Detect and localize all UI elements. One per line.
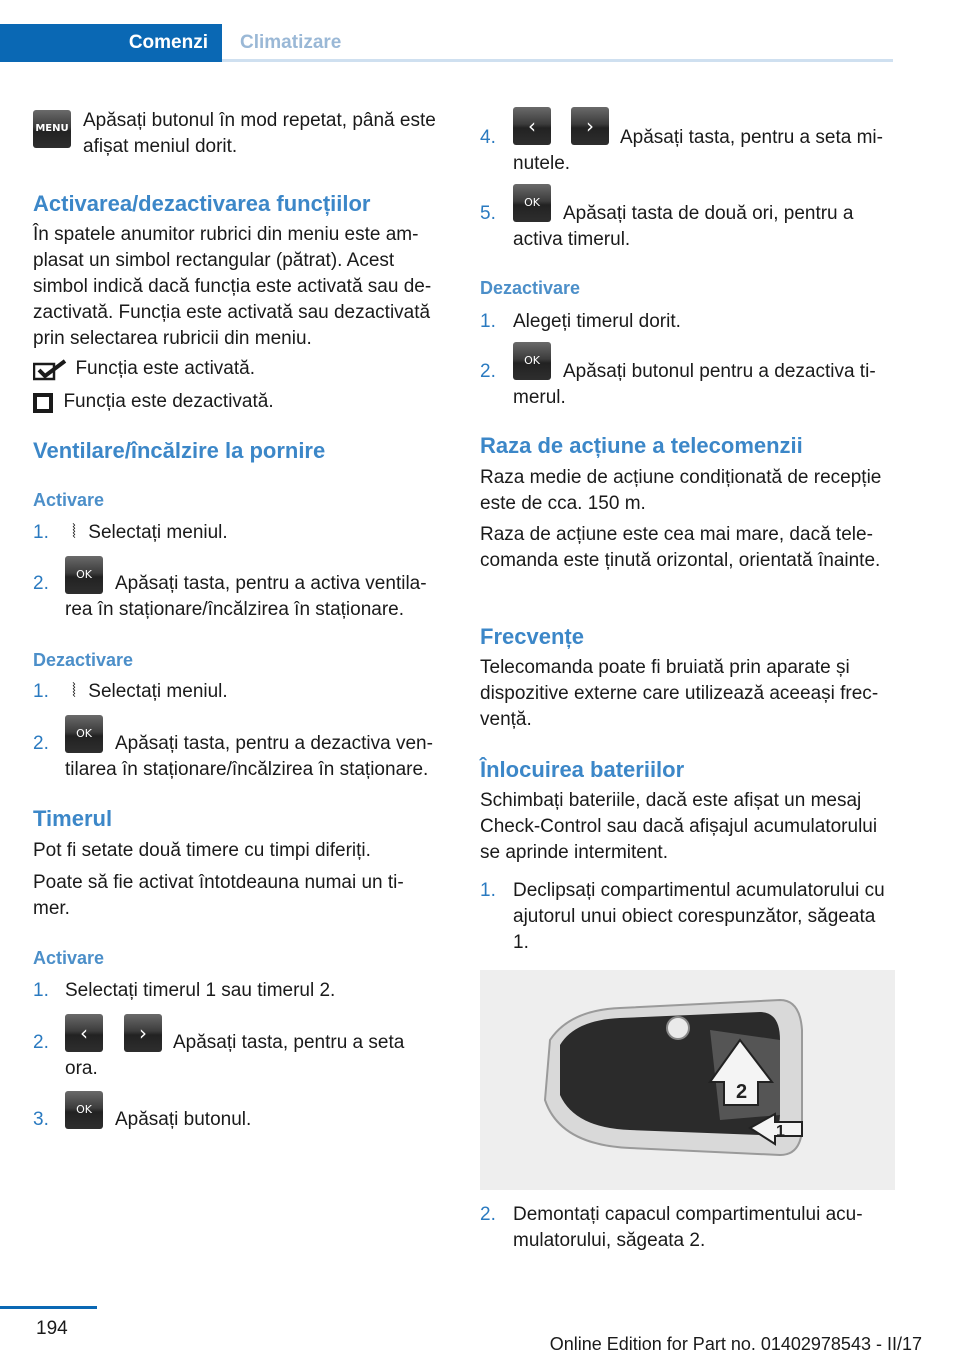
batteries-paragraph: Schimbați bateriile, dacă este afișat un mesaj Check-Control sau dacă afișajul acumulatorului se aprinde intermitent. bbox=[480, 790, 878, 863]
arrow-right-key-icon: › bbox=[571, 107, 609, 145]
list-number: 2. bbox=[33, 1032, 49, 1053]
list-item bbox=[65, 679, 445, 705]
tab-comenzi[interactable]: Comenzi bbox=[0, 24, 222, 62]
list-item-text: Apăsați tasta, pentru a seta minutele. bbox=[513, 127, 883, 174]
arrow-right-key-icon: › bbox=[124, 1014, 162, 1052]
list-number: 4. bbox=[480, 127, 496, 148]
section-title-activation: Activarea/dezactivarea funcțiilor bbox=[33, 191, 371, 216]
intro-text: Apăsați butonul în mod repetat, până este afișat meniul dorit. bbox=[83, 110, 436, 157]
page-number: 194 bbox=[36, 1318, 68, 1339]
arrow-left-key-icon: ‹ bbox=[513, 107, 551, 145]
tab-divider bbox=[222, 59, 893, 62]
legend-off-text: Funcția este dezactivată. bbox=[63, 391, 274, 412]
key-fob-illustration bbox=[480, 970, 895, 1190]
key-fob-drawing bbox=[480, 970, 895, 1190]
list-number: 1. bbox=[33, 681, 49, 702]
ok-key-icon: OK bbox=[65, 556, 103, 594]
range-paragraph-2: Raza de acțiune este cea mai mare, dacă telecomanda este ținută orizontal, orientată înainte. bbox=[480, 524, 881, 571]
ok-key-icon: OK bbox=[65, 715, 103, 753]
ok-key-icon: OK bbox=[513, 184, 551, 222]
menu-key-icon: MENU bbox=[33, 110, 71, 148]
timer-paragraph-1: Pot fi setate două timere cu timpi diferiți. bbox=[33, 840, 371, 861]
range-paragraph-1: Raza medie de acțiune condiționată de recepție este de cca. 150 m. bbox=[480, 467, 882, 514]
list-item bbox=[65, 520, 445, 546]
list-item-text: Apăsați butonul pentru a dezactiva timerul. bbox=[513, 361, 876, 408]
subheading-timer-activation: Activare bbox=[33, 948, 105, 968]
section-title-range: Raza de acțiune a telecomenzii bbox=[480, 433, 803, 458]
list-item-text: Selectați meniul. bbox=[88, 522, 228, 543]
arrow-1-label: 1 bbox=[776, 1123, 785, 1140]
list-number: 1. bbox=[33, 522, 49, 543]
section-title-frequencies: Frecvențe bbox=[480, 624, 584, 649]
list-number: 3. bbox=[33, 1109, 49, 1130]
header-tabs bbox=[0, 24, 893, 62]
list-item-text: Selectați meniul. bbox=[88, 681, 228, 702]
checkbox-empty-icon bbox=[33, 393, 53, 413]
list-item-text: Apăsați butonul. bbox=[115, 1109, 252, 1130]
ok-key-icon: OK bbox=[65, 1091, 103, 1129]
list-item-text: Apăsați tasta de două ori, pentru a activa timerul. bbox=[513, 203, 854, 250]
list-item-text: Demontați capacul compartimentului acumulatorului, săgeata 2. bbox=[513, 1204, 863, 1251]
subheading-timer-deactivation: Dezactivare bbox=[480, 278, 581, 298]
timer-paragraph-2: Poate să fie activat întotdeauna numai un timer. bbox=[33, 872, 404, 919]
list-number: 1. bbox=[33, 980, 49, 1001]
edition-note: Online Edition for Part no. 01402978543 - II/17 bbox=[549, 1334, 922, 1354]
list-item-text: Apăsați tasta, pentru a seta ora. bbox=[65, 1032, 405, 1079]
footer-divider bbox=[0, 1306, 97, 1309]
list-number: 1. bbox=[480, 880, 496, 901]
section-title-ventilation: Ventilare/încălzire la pornire bbox=[33, 438, 326, 463]
list-item-text: Apăsați tasta, pentru a dezactiva ventilarea în staționare/încălzirea în staționare. bbox=[65, 733, 433, 780]
heater-icon: ⦚ bbox=[72, 522, 76, 543]
list-item-text: Selectați timerul 1 sau timerul 2. bbox=[65, 980, 336, 1001]
list-number: 2. bbox=[480, 361, 496, 382]
list-number: 2. bbox=[480, 1204, 496, 1225]
subheading-deactivation: Dezactivare bbox=[33, 650, 134, 670]
legend-off bbox=[33, 389, 274, 415]
section-title-timer: Timerul bbox=[33, 806, 113, 831]
arrow-left-key-icon: ‹ bbox=[65, 1014, 103, 1052]
legend-on-text: Funcția este activată. bbox=[75, 358, 255, 379]
section-body-activation: În spatele anumitor rubrici din meniu este amplasat un simbol rectangular (pătrat). Acest simbol indică dacă funcția este activată sau dezactivată. Funcția este activată sau dezactivată prin selectarea rubricii din meniu. bbox=[33, 224, 432, 349]
intro-block bbox=[33, 108, 438, 160]
heater-icon: ⦚ bbox=[72, 681, 76, 702]
checkbox-checked-icon bbox=[33, 359, 67, 381]
list-number: 1. bbox=[480, 311, 496, 332]
tab-climatizare[interactable]: Climatizare bbox=[240, 32, 342, 53]
frequencies-paragraph: Telecomanda poate fi bruiată prin aparate și dispozitive externe care utilizează aceeași frecvență. bbox=[480, 657, 879, 730]
list-number: 5. bbox=[480, 203, 496, 224]
list-number: 2. bbox=[33, 733, 49, 754]
ok-key-icon: OK bbox=[513, 342, 551, 380]
legend-on bbox=[33, 356, 255, 382]
arrow-2-label: 2 bbox=[736, 1081, 748, 1103]
list-item-text: Declipsați compartimentul acumulatorului cu ajutorul unui obiect corespunzător, săgeata 1. bbox=[513, 880, 885, 953]
section-title-batteries: Înlocuirea bateriilor bbox=[480, 757, 685, 782]
list-item-text: Alegeți timerul dorit. bbox=[513, 311, 681, 332]
subheading-activation: Activare bbox=[33, 490, 105, 510]
list-item-text: Apăsați tasta, pentru a activa ventilarea în staționare/încălzirea în staționare. bbox=[65, 573, 427, 620]
list-number: 2. bbox=[33, 573, 49, 594]
